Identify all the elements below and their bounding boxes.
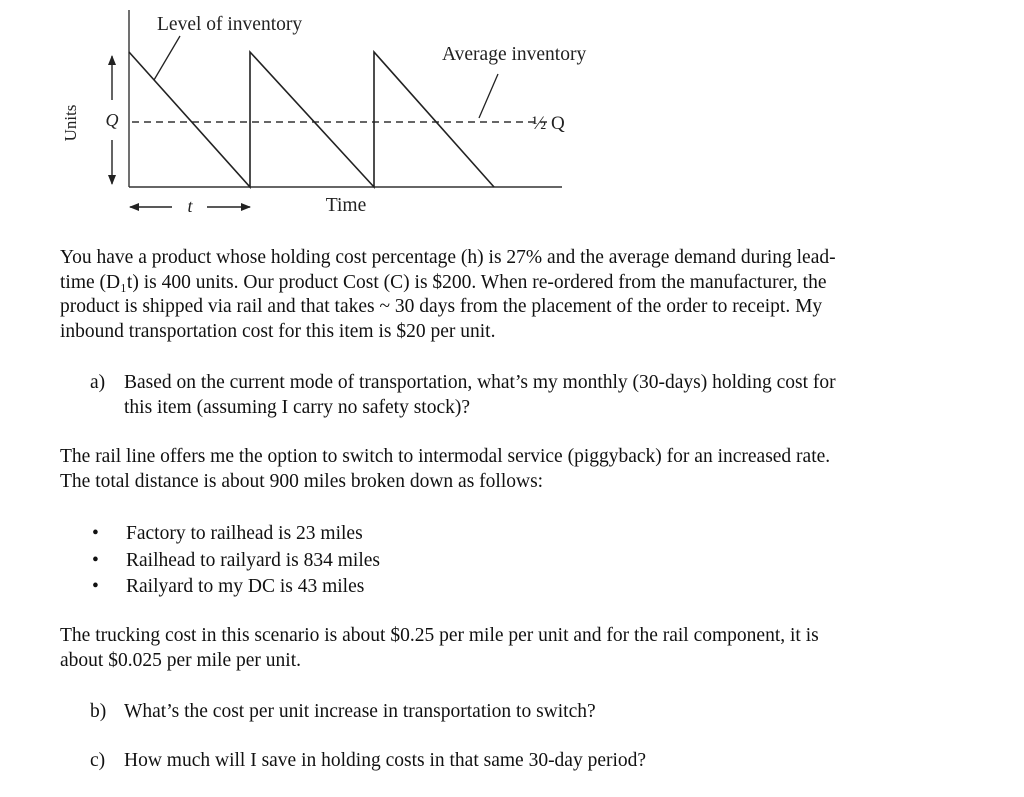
- level-of-inventory-label: Level of inventory: [157, 14, 303, 35]
- list-item: • Railhead to railyard is 834 miles: [90, 548, 380, 575]
- question-b-text: What’s the cost per unit increase in transportation to switch?: [124, 701, 596, 722]
- question-b-letter: b): [90, 701, 107, 722]
- bullet-icon: •: [92, 549, 99, 571]
- distance-list: [90, 521, 380, 601]
- trucking-paragraph: [60, 624, 960, 673]
- question-a-line-1: Based on the current mode of transportation, what’s my monthly (30-days) holding cost for: [124, 372, 836, 393]
- bullet-icon: •: [92, 523, 99, 544]
- question-a: [90, 371, 950, 420]
- inventory-sawtooth-line: [129, 52, 494, 187]
- intro-line-2: time (D₁t) is 400 units. Our product Cost (C) is $200. When re-ordered from the manufacturer, the: [60, 271, 827, 293]
- intermodal-line-2: The total distance is about 900 miles broken down as follows:: [60, 470, 544, 492]
- half-q-label: ½ Q: [532, 113, 565, 134]
- intermodal-line-1: The rail line offers me the option to switch to intermodal service (piggyback) for an increased rate.: [60, 446, 831, 467]
- list-item: • Factory to railhead is 23 miles: [90, 521, 380, 548]
- t-label: t: [187, 196, 193, 216]
- inventory-sawtooth-diagram: [0, 0, 620, 225]
- question-b: [90, 700, 950, 725]
- trucking-line-2: about $0.025 per mile per unit.: [60, 649, 301, 671]
- bullet-icon: •: [92, 576, 99, 597]
- level-pointer: [154, 36, 180, 80]
- intro-line-4: inbound transportation cost for this item is $20 per unit.: [60, 320, 496, 342]
- question-c-letter: c): [90, 750, 106, 771]
- average-pointer: [479, 74, 498, 118]
- intermodal-paragraph: [60, 445, 960, 494]
- trucking-line-1: The trucking cost in this scenario is about $0.25 per mile per unit and for the rail component, it is: [60, 625, 819, 646]
- question-a-line-2: this item (assuming I carry no safety stock)?: [124, 396, 471, 418]
- intro-line-1: You have a product whose holding cost percentage (h) is 27% and the average demand during lead-: [60, 247, 836, 268]
- average-inventory-label: Average inventory: [442, 44, 587, 65]
- question-a-letter: a): [90, 372, 106, 393]
- q-label: Q: [105, 110, 119, 130]
- units-axis-label: Units: [61, 104, 80, 142]
- intro-line-3: product is shipped via rail and that takes ~ 30 days from the placement of the order to receipt. My: [60, 296, 823, 317]
- question-c-text: How much will I save in holding costs in that same 30-day period?: [124, 750, 647, 771]
- time-axis-label: Time: [325, 195, 367, 216]
- intro-paragraph: [60, 246, 960, 344]
- list-item: • Railyard to my DC is 43 miles: [90, 574, 380, 601]
- question-c: [90, 749, 950, 774]
